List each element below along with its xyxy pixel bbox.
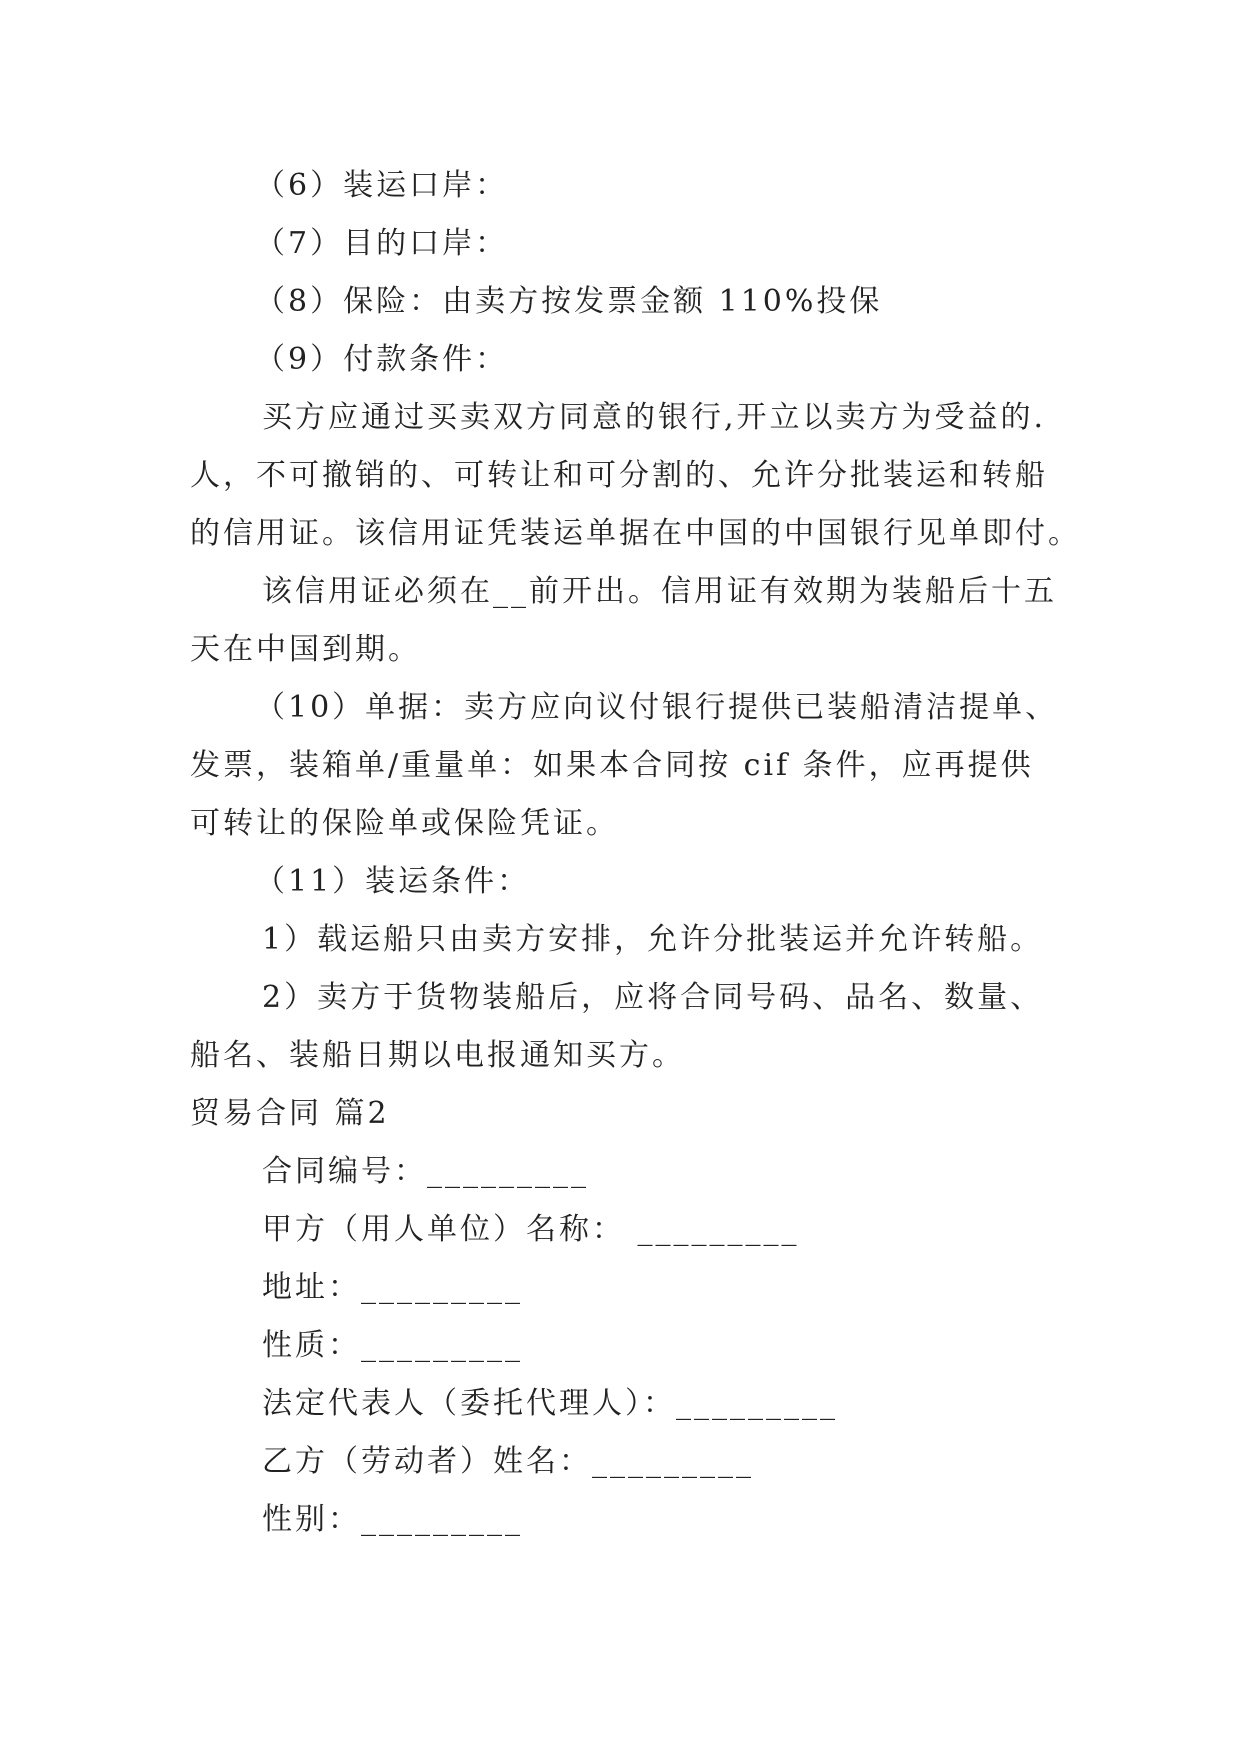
clause-7-destination-port: （7）目的口岸： (255, 226, 509, 261)
clause-11-shipping-terms: （11）装运条件： (255, 864, 531, 899)
field-contract-number: 合同编号：_________ (262, 1154, 589, 1189)
payment-paragraph-line-3: 的信用证。该信用证凭装运单据在中国的中国银行见单即付。 (190, 516, 1081, 551)
clause-10-documents-line-3: 可转让的保险单或保险凭证。 (190, 806, 619, 841)
clause-6-loading-port: （6）装运口岸： (255, 168, 509, 203)
field-address: 地址：_________ (262, 1270, 523, 1305)
lc-paragraph-line-1: 该信用证必须在__前开出。信用证有效期为装船后十五 (262, 574, 1057, 609)
clause-10-documents-line-1: （10）单据：卖方应向议付银行提供已装船清洁提单、 (255, 690, 1059, 725)
shipping-item-2-line-2: 船名、装船日期以电报通知买方。 (190, 1038, 685, 1073)
field-party-a-name: 甲方（用人单位）名称： _________ (262, 1212, 800, 1247)
payment-paragraph-line-1: 买方应通过买卖双方同意的银行,开立以卖方为受益的. (262, 400, 1047, 435)
clause-10-documents-line-2: 发票，装箱单/重量单：如果本合同按 cif 条件，应再提供 (190, 748, 1034, 783)
field-legal-representative: 法定代表人（委托代理人）：_________ (262, 1386, 838, 1421)
clause-8-insurance: （8）保险：由卖方按发票金额 110%投保 (255, 284, 883, 319)
field-gender: 性别：_________ (262, 1502, 523, 1537)
payment-paragraph-line-2: 人，不可撤销的、可转让和可分割的、允许分批装运和转船 (190, 458, 1048, 493)
lc-paragraph-line-2: 天在中国到期。 (190, 632, 421, 667)
shipping-item-1: 1）载运船只由卖方安排，允许分批装运并允许转船。 (262, 922, 1044, 957)
clause-9-payment-terms: （9）付款条件： (255, 342, 509, 377)
section-heading-trade-contract-2: 贸易合同 篇2 (190, 1096, 390, 1131)
shipping-item-2-line-1: 2）卖方于货物装船后，应将合同号码、品名、数量、 (262, 980, 1044, 1015)
field-party-b-name: 乙方（劳动者）姓名：_________ (262, 1444, 754, 1479)
field-nature: 性质：_________ (262, 1328, 523, 1363)
